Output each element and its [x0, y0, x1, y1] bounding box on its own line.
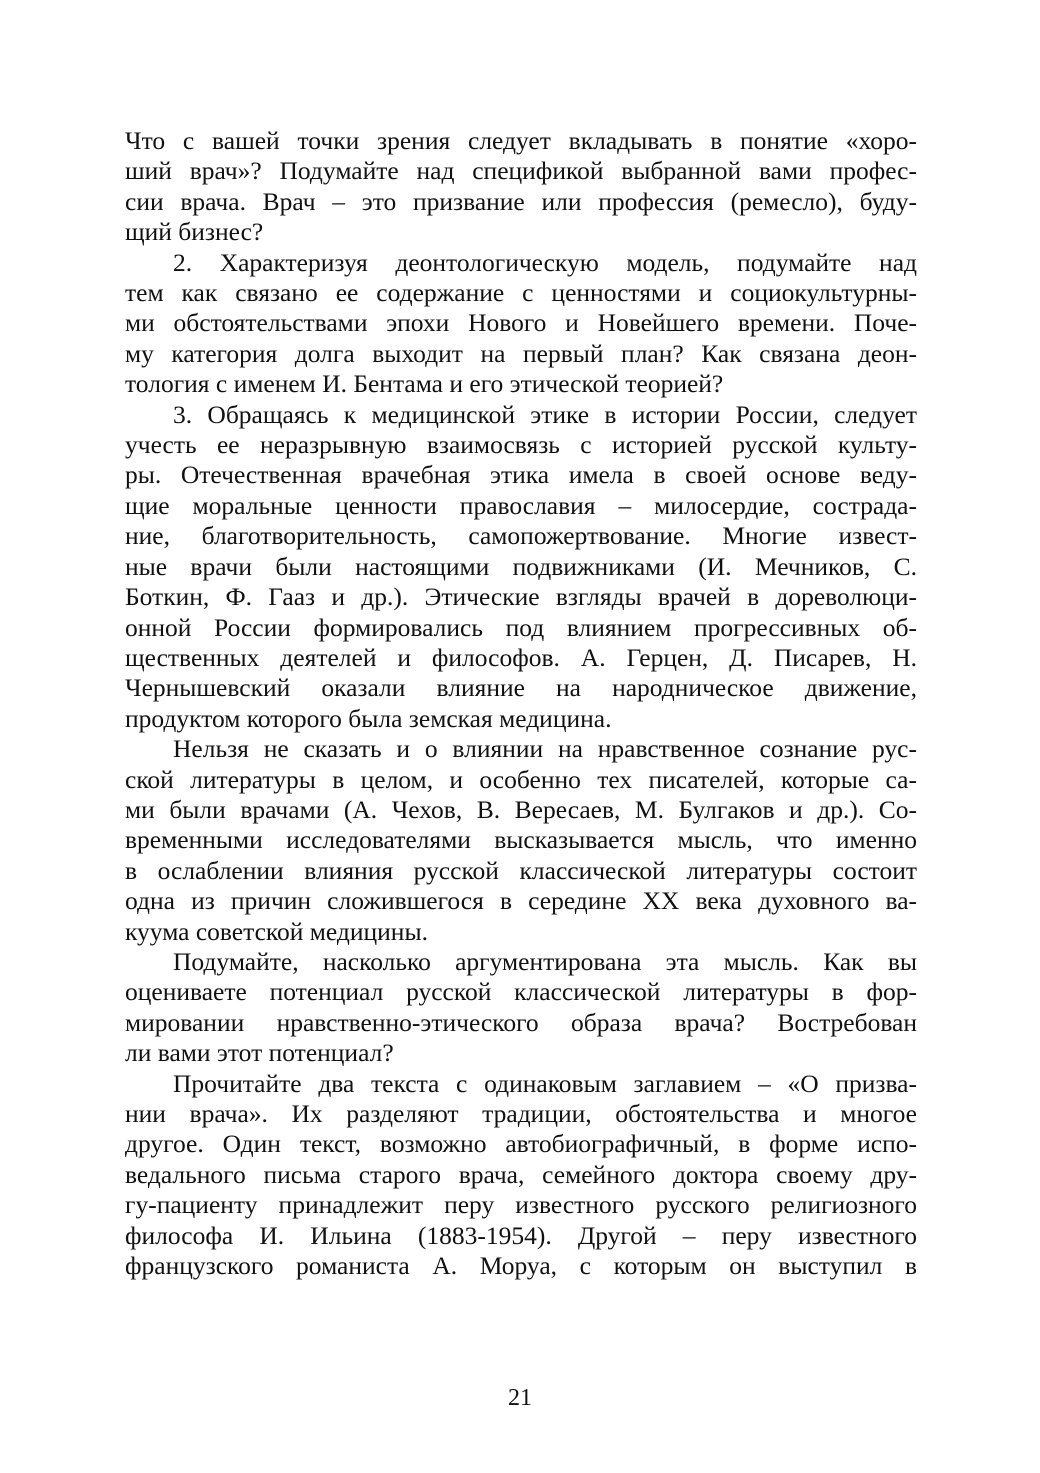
text-line: в ослаблении влияния русской классической литературы состоит	[125, 855, 917, 885]
text-line: ской литературы в целом, и особенно тех писателей, которые са-	[125, 764, 917, 794]
text-line: нии врача». Их разделяют традиции, обстоятельства и многое	[125, 1099, 917, 1128]
text-line: мировании нравственно-этического образа врача? Востребован	[125, 1007, 917, 1037]
paragraph	[125, 734, 917, 947]
text-line: оцениваете потенциал русской классической литературы в фор-	[125, 977, 917, 1007]
text-line: учесть ее неразрывную взаимосвязь с историей русской культу-	[125, 430, 917, 460]
text-line: ры. Отечественная врачебная этика имела в своей основе веду-	[125, 460, 917, 490]
text-line: 3. Обращаясь к медицинской этике в истории России, следует	[173, 399, 917, 429]
text-line: ми обстоятельствами эпохи Нового и Новейшего времени. Поче-	[125, 308, 917, 338]
text-line: ми были врачами (А. Чехов, В. Вересаев, М. Булгаков и др.). Со-	[125, 794, 917, 824]
paragraph	[125, 400, 917, 734]
text-line: ведального письма старого врача, семейного доктора своему дру-	[125, 1159, 917, 1189]
text-line: куума советской медицины.	[125, 916, 428, 946]
text-line: му категория долга выходит на первый план? Как связана деон-	[125, 338, 917, 368]
text-line: философа И. Ильина (1883-1954). Другой – перу известного	[125, 1220, 917, 1250]
text-line: временными исследователями высказывается мысль, что именно	[125, 825, 917, 855]
text-line: ший врач»? Подумайте над спецификой выбранной вами профес-	[125, 156, 917, 186]
body-text	[125, 126, 917, 1281]
text-line: щий бизнес?	[125, 217, 264, 247]
text-line: тем как связано ее содержание с ценностями и социокультурны-	[125, 278, 917, 308]
text-line: 2. Характеризуя деонтологическую модель, подумайте над	[173, 247, 917, 277]
text-line: ние, благотворительность, самопожертвование. Многие извест-	[125, 521, 917, 551]
text-line: Прочитайте два текста с одинаковым заглавием – «О призва-	[173, 1068, 917, 1098]
text-line: другое. Один текст, возможно автобиографичный, в форме испо-	[125, 1129, 917, 1159]
text-line: Подумайте, насколько аргументирована эта мысль. Как вы	[173, 946, 917, 976]
text-line: Боткин, Ф. Гааз и др.). Этические взгляды врачей в дореволюци-	[125, 582, 917, 612]
page-number: 21	[508, 1385, 532, 1411]
text-line: одна из причин сложившегося в середине XX века духовного ва-	[125, 886, 917, 916]
text-line: онной России формировались под влиянием прогрессивных об-	[125, 612, 917, 642]
text-line: Чернышевский оказали влияние на народническое движение,	[125, 673, 917, 703]
paragraph	[125, 1069, 917, 1282]
text-line: Нельзя не сказать и о влиянии на нравственное сознание рус-	[173, 734, 917, 764]
text-line: ли вами этот потенциал?	[125, 1038, 394, 1068]
text-line: гу-пациенту принадлежит перу известного русского религиозного	[125, 1190, 917, 1220]
text-line: щественных деятелей и философов. А. Герцен, Д. Писарев, Н.	[125, 642, 917, 672]
text-line: тология с именем И. Бентама и его этической теорией?	[125, 369, 724, 399]
paragraph	[125, 126, 917, 248]
text-line: продуктом которого была земская медицина.	[125, 703, 612, 733]
text-line: щие моральные ценности православия – милосердие, сострада-	[125, 490, 917, 520]
text-line: сии врача. Врач – это призвание или профессия (ремесло), буду-	[125, 186, 917, 216]
text-line: французского романиста А. Моруа, с которым он выступил в	[125, 1251, 917, 1281]
paragraph	[125, 248, 917, 400]
text-line: Что с вашей точки зрения следует вкладывать в понятие «хоро-	[125, 126, 917, 155]
text-line: ные врачи были настоящими подвижниками (И. Мечников, С.	[125, 551, 917, 581]
paragraph	[125, 947, 917, 1069]
